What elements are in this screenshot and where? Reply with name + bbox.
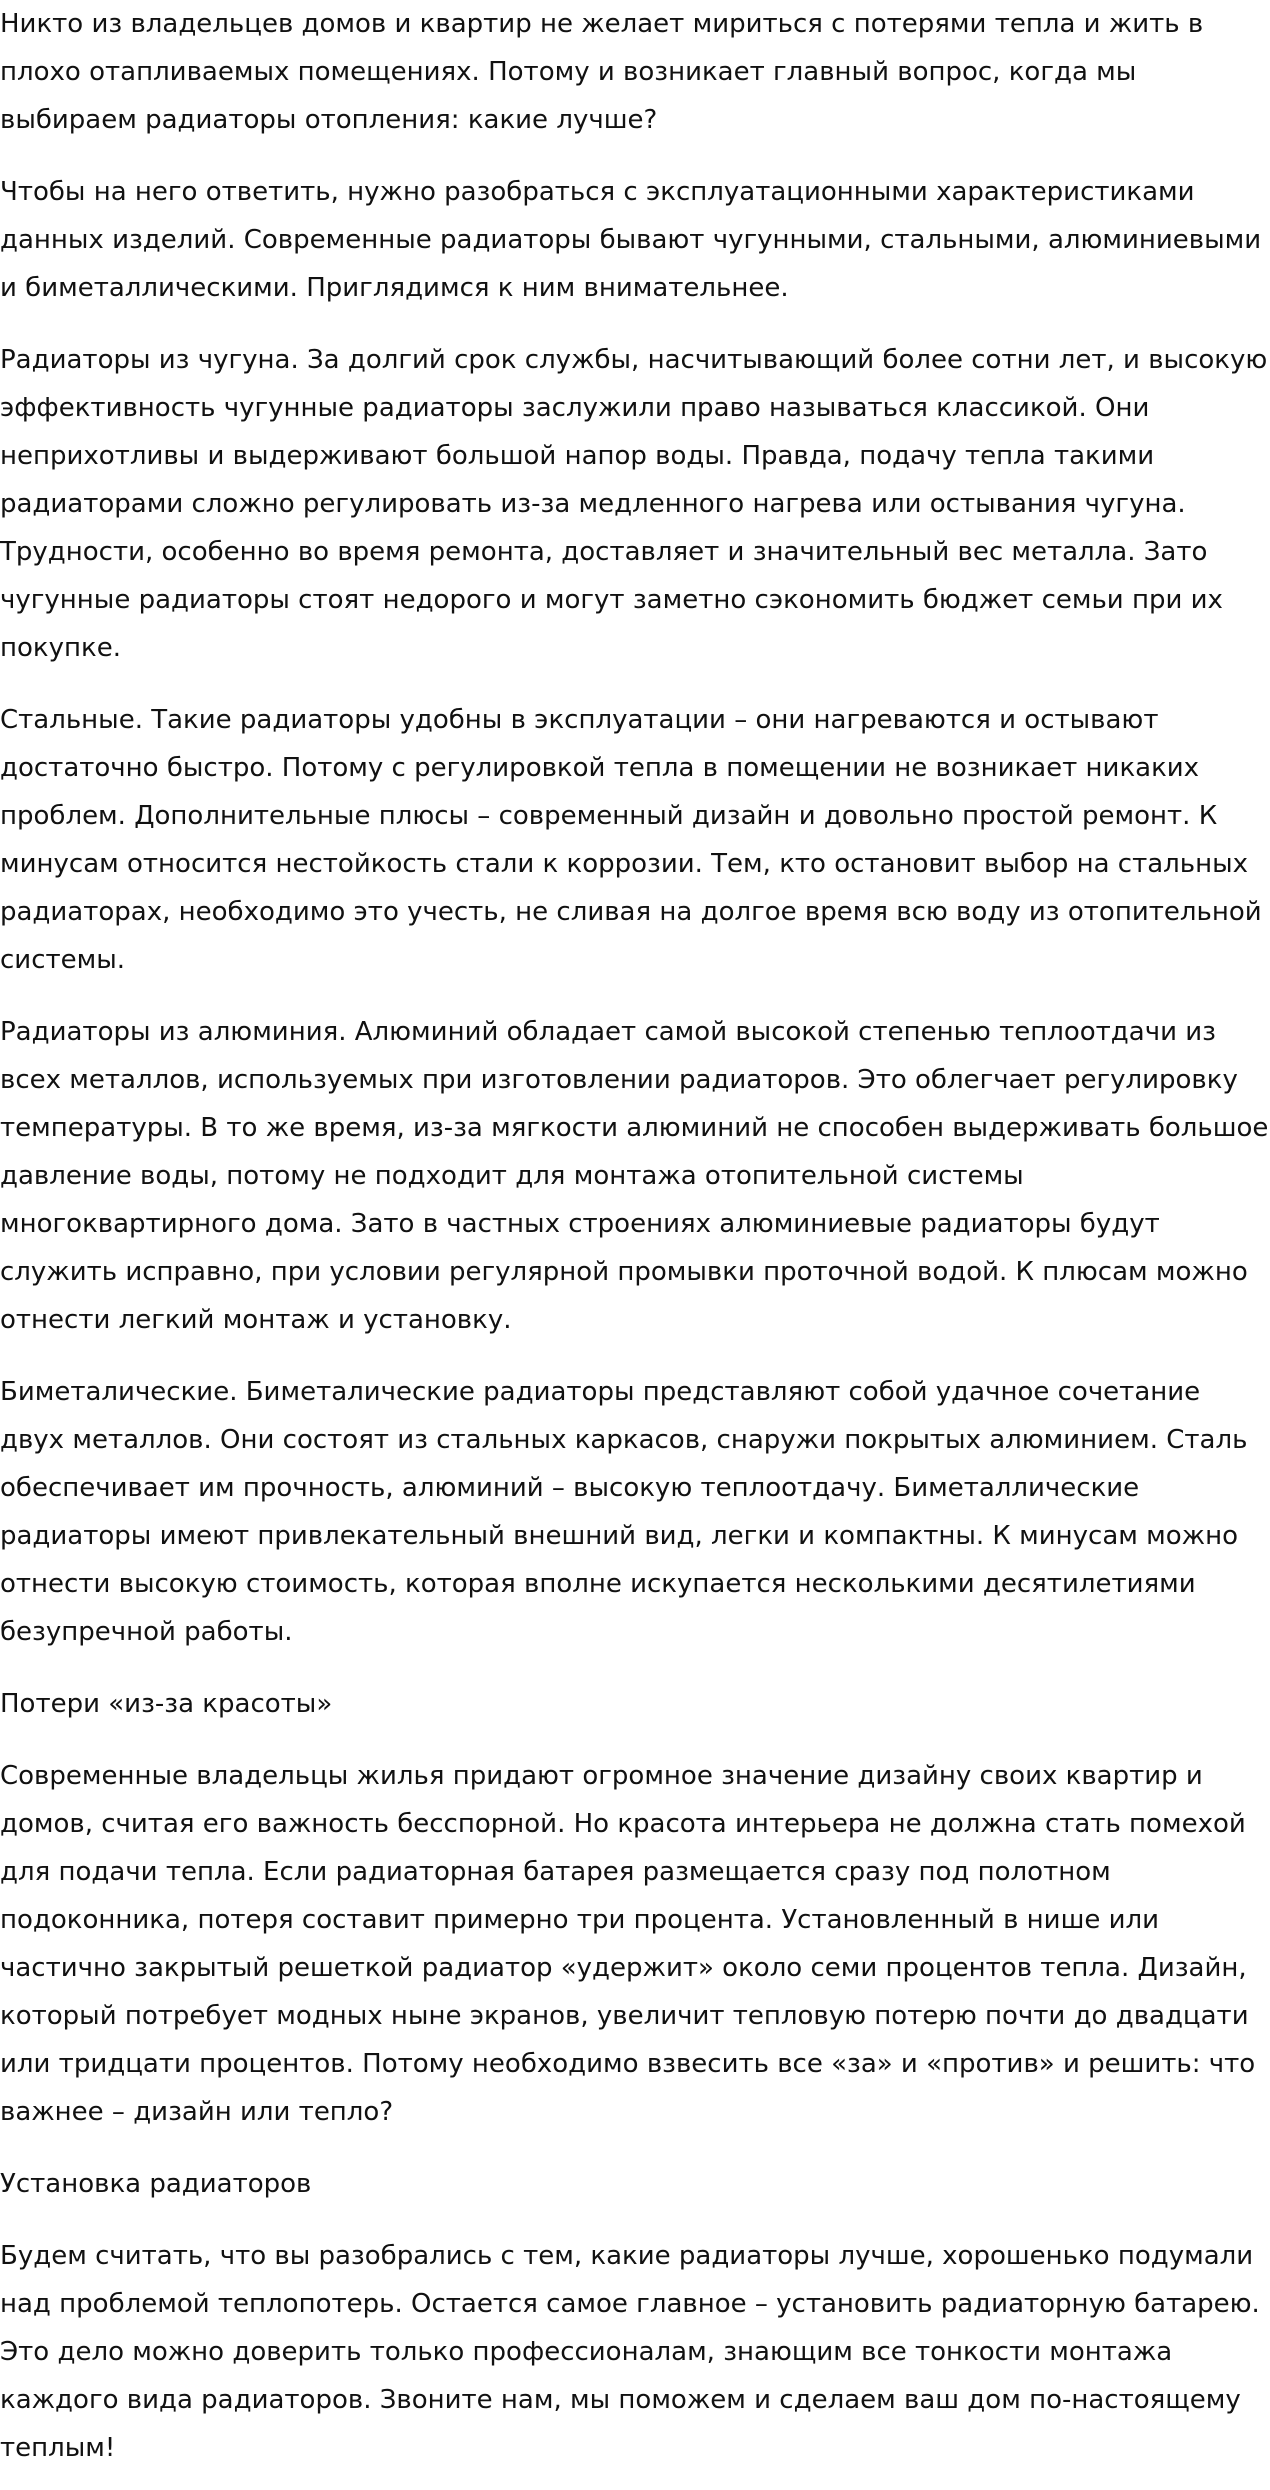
paragraph-installation: Будем считать, что вы разобрались с тем, какие радиаторы лучше, хорошенько подумали над проблемой теплопотерь. Остается самое главное – установить радиаторную батарею. Это дело можно доверить только профессионалам, знающим все тонкости монтажа каждого вида радиаторов. Звоните нам, мы поможем и сделаем ваш дом по-настоящему теплым! bbox=[0, 2241, 1260, 2463]
paragraph-bimetal: Биметалические. Биметалические радиаторы представляют собой удачное сочетание двух металлов. Они состоят из стальных каркасов, снаружи покрытых алюминием. Сталь обеспечивает им прочность, алюминий – высокую теплоотдачу. Биметаллические радиаторы имеют привлекательный внешний вид, легки и компактны. К минусам можно отнести высокую стоимость, которая вполне искупается несколькими десятилетиями безупречной работы. bbox=[0, 1377, 1248, 1647]
paragraph-losses: Современные владельцы жилья придают огромное значение дизайну своих квартир и домов, считая его важность бесспорной. Но красота интерьера не должна стать помехой для подачи тепла. Если радиаторная батарея размещается сразу под полотном подоконника, потеря составит примерно три процента. Установленный в нише или частично закрытый решеткой радиатор «удержит» около семи процентов тепла. Дизайн, который потребует модных ныне экранов, увеличит тепловую потерю почти до двадцати или тридцати процентов. Потому необходимо взвесить все «за» и «против» и решить: что важнее – дизайн или тепло? bbox=[0, 1761, 1256, 2127]
paragraph-intro: Никто из владельцев домов и квартир не желает мириться с потерями тепла и жить в плохо отапливаемых помещениях. Потому и возникает главный вопрос, когда мы выбираем радиаторы отопления: какие лучше? bbox=[0, 9, 1204, 135]
heading-installation: Установка радиаторов bbox=[0, 2169, 312, 2199]
paragraph-aluminum: Радиаторы из алюминия. Алюминий обладает самой высокой степенью теплоотдачи из всех металлов, используемых при изготовлении радиаторов. Это облегчает регулировку температуры. В то же время, из-за мягкости алюминий не способен выдерживать большое давление воды, потому не подходит для монтажа отопительной системы многоквартирного дома. Зато в частных строениях алюминиевые радиаторы будут служить исправно, при условии регулярной промывки проточной водой. К плюсам можно отнести легкий монтаж и установку. bbox=[0, 1017, 1269, 1335]
paragraph-cast-iron: Радиаторы из чугуна. За долгий срок службы, насчитывающий более сотни лет, и высокую эффективность чугунные радиаторы заслужили право называться классикой. Они неприхотливы и выдерживают большой напор воды. Правда, подачу тепла такими радиаторами сложно регулировать из-за медленного нагрева или остывания чугуна. Трудности, особенно во время ремонта, доставляет и значительный вес металла. Зато чугунные радиаторы стоят недорого и могут заметно сэкономить бюджет семьи при их покупке. bbox=[0, 345, 1268, 663]
paragraph-types-overview: Чтобы на него ответить, нужно разобраться с эксплуатационными характеристиками данных изделий. Современные радиаторы бывают чугунными, стальными, алюминиевыми и биметаллическими. Приглядимся к ним внимательнее. bbox=[0, 177, 1262, 303]
paragraph-steel: Стальные. Такие радиаторы удобны в эксплуатации – они нагреваются и остывают достаточно быстро. Потому с регулировкой тепла в помещении не возникает никаких проблем. Дополнительные плюсы – современный дизайн и довольно простой ремонт. К минусам относится нестойкость стали к коррозии. Тем, кто остановит выбор на стальных радиаторах, необходимо это учесть, не сливая на долгое время всю воду из отопительной системы. bbox=[0, 705, 1262, 975]
heading-losses: Потери «из-за красоты» bbox=[0, 1689, 333, 1719]
